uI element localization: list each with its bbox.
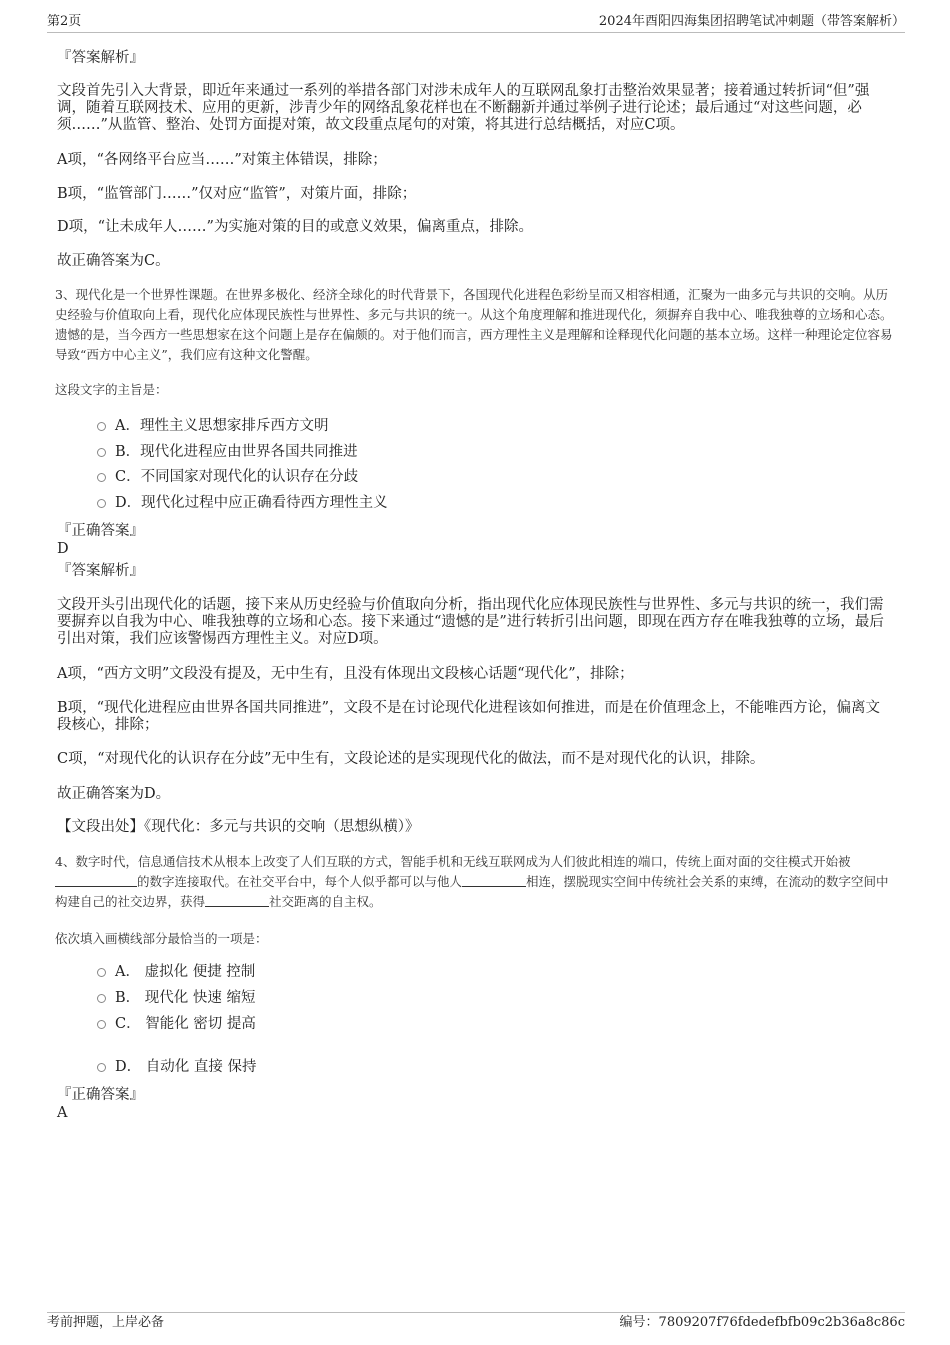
q3-answer-label: 『正确答案』 <box>57 523 144 539</box>
q3-question: 这段文字的主旨是： <box>55 382 168 397</box>
q3-option-b-analysis: B项，“现代化进程应由世界各国共同推进”，文段不是在讨论现代化进程该如何推进，而是在价值理念上，不能唯西方论，偏离文段核心，排除； <box>57 700 880 733</box>
q4-question: 依次填入画横线部分最恰当的一项是： <box>55 931 268 946</box>
radio-icon[interactable] <box>97 1063 106 1072</box>
q2-option-a-analysis: A项，“各网络平台应当……”对策主体错误，排除； <box>57 152 387 168</box>
q3-option-a[interactable]: A．理性主义思想家排斥西方文明 <box>97 418 328 435</box>
radio-icon[interactable] <box>97 448 106 457</box>
q3-option-b[interactable]: B．现代化进程应由世界各国共同推进 <box>97 444 358 461</box>
q2-conclusion: 故正确答案为C。 <box>57 253 170 269</box>
q4-option-c[interactable]: C． 智能化 密切 提高 <box>97 1016 256 1033</box>
q3-source: 【文段出处】《现代化：多元与共识的交响（思想纵横）》 <box>57 819 420 835</box>
q3-answer: D <box>57 541 69 557</box>
q3-conclusion: 故正确答案为D。 <box>57 786 171 802</box>
page-footer <box>47 1312 905 1330</box>
fill-blank-1 <box>55 874 137 887</box>
radio-icon[interactable] <box>97 1020 106 1029</box>
q2-analysis-paragraph: 文段首先引入大背景，即近年来通过一系列的举措各部门对涉未成年人的互联网乱象打击整治效果显著；接着通过转折词“但”强调，随着互联网技术、应用的更新，涉青少年的网络乱象花样也在不断翻新并通过举例子进行论述；最后通过“对这些问题，必须……”从监管、整治、处罚方面提对策，故文段重点尾句的对策，将其进行总结概括，对应C项。 <box>57 83 870 133</box>
q4-answer-label: 『正确答案』 <box>57 1087 144 1103</box>
q3-option-a-analysis: A项，“西方文明”文段没有提及，无中生有，且没有体现出文段核心话题“现代化”，排除； <box>57 666 634 682</box>
fill-blank-2 <box>462 874 526 887</box>
q2-analysis-label: 『答案解析』 <box>57 50 144 66</box>
q4-option-b[interactable]: B． 现代化 快速 缩短 <box>97 990 255 1007</box>
q4-answer: A <box>57 1105 68 1121</box>
radio-icon[interactable] <box>97 994 106 1003</box>
q2-option-d-analysis: D项，“让未成年人……”为实施对策的目的或意义效果，偏离重点，排除。 <box>57 219 533 235</box>
q2-option-b-analysis: B项，“监管部门……”仅对应“监管”，对策片面，排除； <box>57 186 417 202</box>
page-number: 第2页 <box>47 14 82 29</box>
q3-stem: 3、现代化是一个世界性课题。在世界多极化、经济全球化的时代背景下，各国现代化进程色彩纷呈而又相容相通，汇聚为一曲多元与共识的交响。从历史经验与价值取向上看，现代化应体现民族性与世界性、多元与共识的统一。从这个角度理解和推进现代化，须摒弃自我中心、唯我独尊的立场和心态。遗憾的是，当今西方一些思想家在这个问题上是存在偏颇的。对于他们而言，西方理性主义是理解和诠释现代化问题的基本立场。这样一种理论定位容易导致“西方中心主义”，我们应有这种文化警醒。 <box>55 287 893 362</box>
document-title: 2024年酉阳四海集团招聘笔试冲刺题（带答案解析） <box>598 14 905 29</box>
radio-icon[interactable] <box>97 473 106 482</box>
footer-slogan: 考前押题，上岸必备 <box>47 1315 165 1330</box>
q4-stem: 4、数字时代，信息通信技术从根本上改变了人们互联的方式，智能手机和无线互联网成为人们彼此相连的端口，传统上面对面的交往模式开始被的数字连接取代。在社交平台中，每个人似乎都可以与他人 相连，摆脱现实空间中传统社会关系的束缚，在流动的数字空间中构建自己的社交边界，获得 社交距离的自主权。 <box>55 854 889 909</box>
q3-analysis-paragraph: 文段开头引出现代化的话题，接下来从历史经验与价值取向分析，指出现代化应体现民族性与世界性、多元与共识的统一，我们需要摒弃以自我为中心、唯我独尊的立场和心态。接下来通过“遗憾的是”进行转折引出问题，即现在西方存在唯我独尊的立场，最后引出对策，我们应该警惕西方理性主义。对应D项。 <box>57 597 884 647</box>
fill-blank-3 <box>205 894 269 907</box>
q3-option-c-analysis: C项，“对现代化的认识存在分歧”无中生有，文段论述的是实现现代化的做法，而不是对现代化的认识，排除。 <box>57 751 765 767</box>
q3-analysis-label: 『答案解析』 <box>57 563 144 579</box>
radio-icon[interactable] <box>97 968 106 977</box>
q3-option-d[interactable]: D．现代化过程中应正确看待西方理性主义 <box>97 495 388 512</box>
q4-option-d[interactable]: D． 自动化 直接 保持 <box>97 1059 256 1076</box>
q3-option-c[interactable]: C．不同国家对现代化的认识存在分歧 <box>97 469 358 486</box>
radio-icon[interactable] <box>97 499 106 508</box>
radio-icon[interactable] <box>97 422 106 431</box>
document-id: 编号：7809207f76fdedefbfb09c2b36a8c86c <box>619 1315 905 1330</box>
page-header <box>47 14 905 33</box>
q4-option-a[interactable]: A． 虚拟化 便捷 控制 <box>97 964 255 981</box>
